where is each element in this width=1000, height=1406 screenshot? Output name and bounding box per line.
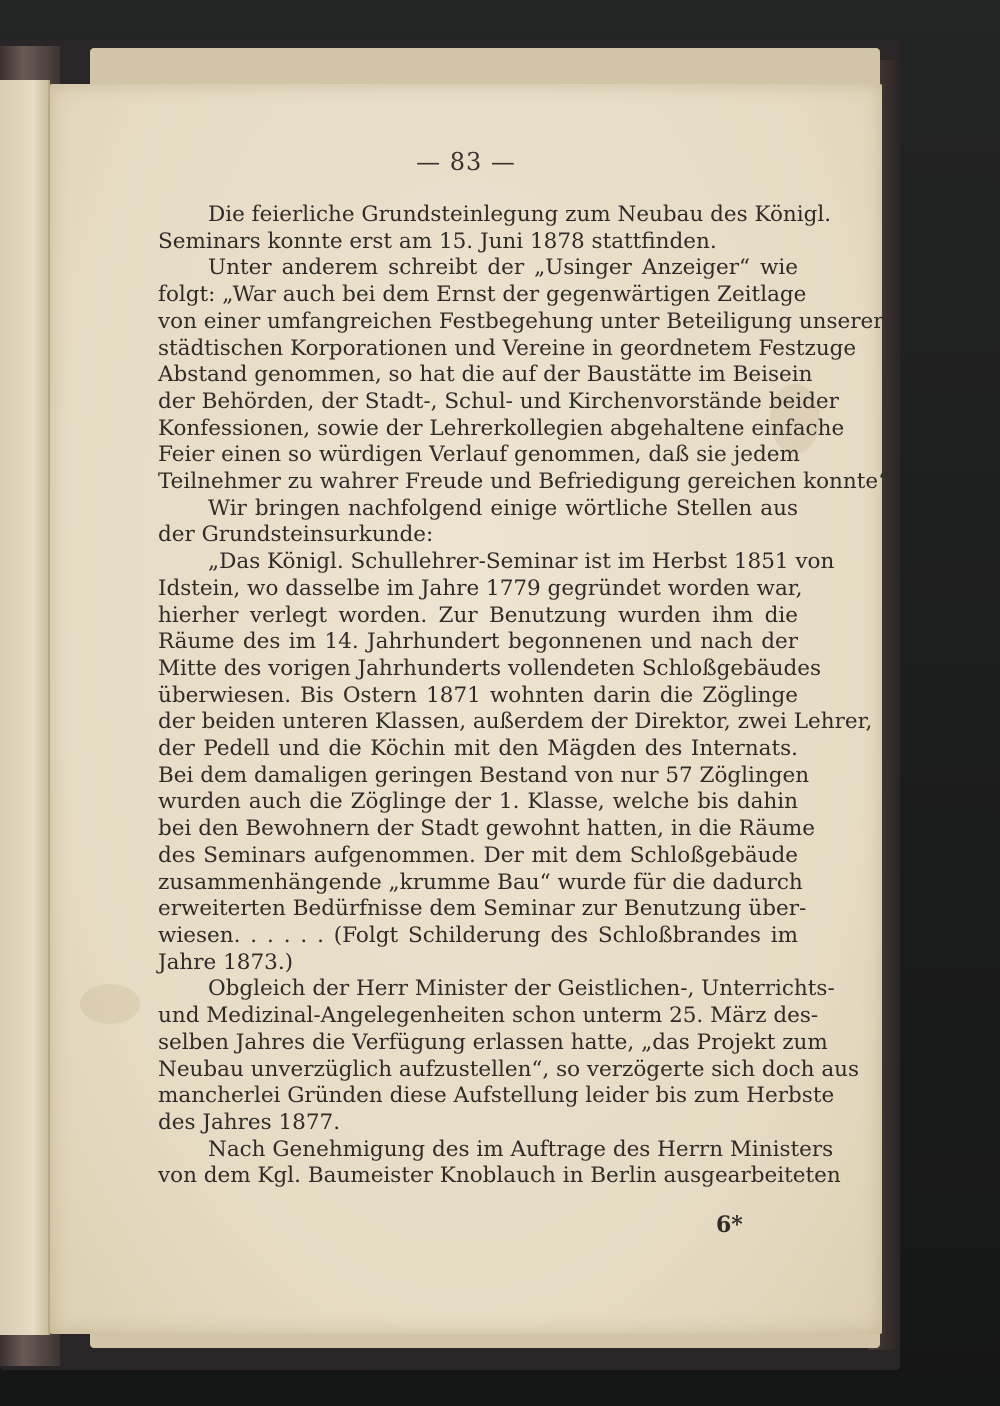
text-line: wiesen. . . . . . (Folgt Schilderung des Schloßbrandes im (158, 922, 798, 948)
text-line: selben Jahres die Verfügung erlassen hatte, „das Projekt zum (158, 1029, 828, 1055)
text-line: Konfessionen, sowie der Lehrerkollegien abgehaltene einfache (158, 415, 845, 441)
text-line: des Jahres 1877. (158, 1109, 341, 1135)
text-line: Bei dem damaligen geringen Bestand von nur 57 Zöglingen (158, 762, 810, 788)
text-line: Nach Genehmigung des im Auftrage des Herrn Ministers (208, 1136, 834, 1162)
text-line: mancherlei Gründen diese Aufstellung leider bis zum Herbste (158, 1083, 835, 1109)
text-line: Feier einen so würdigen Verlauf genommen, daß sie jedem (158, 442, 800, 468)
text-line: und Medizinal-Angelegenheiten schon unterm 25. März des- (158, 1003, 819, 1029)
text-line: der beiden unteren Klassen, außerdem der Direktor, zwei Lehrer, (158, 709, 873, 735)
text-line: Räume des im 14. Jahrhundert begonnenen und nach der (158, 629, 798, 655)
text-line: „Das Königl. Schullehrer-Seminar ist im Herbst 1851 von (208, 549, 835, 575)
text-line: hierher verlegt worden. Zur Benutzung wurden ihm die (158, 602, 798, 628)
text-line: bei den Bewohnern der Stadt gewohnt hatten, in die Räume (158, 816, 816, 842)
printer-signature: 6* (716, 1212, 743, 1238)
text-line: Die feierliche Grundsteinlegung zum Neubau des Königl. (208, 202, 832, 227)
left-page-edge (0, 80, 50, 1335)
text-line: der Pedell und die Köchin mit den Mägden des Internats. (158, 736, 798, 762)
text-line: von dem Kgl. Baumeister Knoblauch in Berlin ausgearbeiteten (158, 1163, 841, 1189)
text-line: städtischen Korporationen und Vereine in geordnetem Festzuge (158, 335, 857, 361)
text-line: Abstand genommen, so hat die auf der Baustätte im Beisein (158, 362, 813, 388)
text-line: Obgleich der Herr Minister der Geistlichen-, Unterrichts- (208, 976, 835, 1002)
text-line: Mitte des vorigen Jahrhunderts vollendeten Schloßgebäudes (158, 655, 822, 681)
text-line: Unter anderem schreibt der „Usinger Anzeiger“ wie (208, 255, 798, 281)
text-line: erweiterten Bedürfnisse dem Seminar zur Benutzung über- (158, 896, 807, 922)
text-line: überwiesen. Bis Ostern 1871 wohnten darin die Zöglinge (158, 682, 798, 708)
text-line: der Grundsteinsurkunde: (158, 522, 434, 548)
text-line: des Seminars aufgenommen. Der mit dem Schloßgebäude (158, 842, 798, 868)
text-line: Wir bringen nachfolgend einige wörtliche Stellen aus (208, 495, 798, 521)
text-line: Idstein, wo dasselbe im Jahre 1779 gegründet worden war, (158, 575, 803, 601)
text-line: Teilnehmer zu wahrer Freude und Befriedigung gereichen konnte“. (158, 469, 896, 495)
text-line: von einer umfangreichen Festbegehung unter Beteiligung unserer (158, 308, 884, 334)
text-line: der Behörden, der Stadt-, Schul- und Kirchenvorstände beider (158, 388, 839, 414)
body-text (158, 202, 896, 1190)
text-line: Jahre 1873.) (158, 949, 294, 975)
page-number: — 83 — (416, 148, 516, 176)
text-line: Neubau unverzüglich aufzustellen“, so verzögerte sich doch aus (158, 1056, 860, 1082)
text-line: zusammenhängende „krumme Bau“ wurde für die dadurch (158, 869, 803, 895)
text-line: Seminars konnte erst am 15. Juni 1878 stattfinden. (158, 228, 717, 254)
text-line: folgt: „War auch bei dem Ernst der gegenwärtigen Zeitlage (158, 282, 807, 308)
text-line: wurden auch die Zöglinge der 1. Klasse, welche bis dahin (158, 789, 798, 815)
book-page (50, 84, 896, 1334)
paper-stain (80, 984, 140, 1024)
